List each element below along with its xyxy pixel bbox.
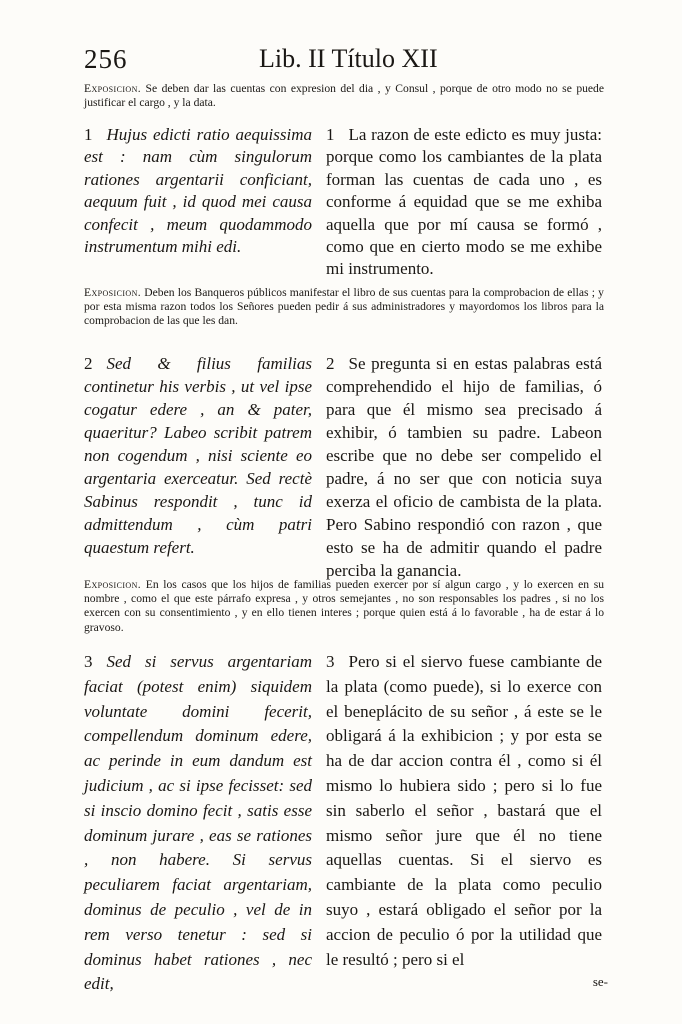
running-title: Lib. II Título XII	[259, 44, 438, 73]
catchword: se-	[592, 974, 608, 989]
exposition-text: Deben los Banqueros públicos manifestar el libro de sus cuentas para la comprobacion de ellas ; y por esta misma razon todos los Señores pueden pedir á sus administradores y mayordomos los libros para la comprobacion de las que les dan.	[84, 286, 604, 328]
spanish-paragraph-2	[326, 352, 602, 582]
spanish-text: La razon de este edicto es muy justa: porque como los cambiantes de la plata forman las cuentas de cada uno , es conforme á equidad que se me exhiba aquella que por mí causa se formó , como que en cierto modo se me exhibe mi instrumento.	[326, 125, 602, 279]
spanish-paragraph-3	[326, 650, 602, 972]
running-header	[84, 44, 604, 78]
spanish-text: Se pregunta si en estas palabras está comprehendido el hijo de familias, ó para que él mismo sea precisado á exhibir, ó tambien su padre. Labeon escribe que no debe ser compelido el padre, á no ser que con noticia suya exerza el oficio de cambista de la plata. Pero Sabino respondió con razon , que esto se ha de admitir quando el padre perciba la ganancia.	[326, 354, 602, 580]
exposition-text: Se deben dar las cuentas con expresion del dia , y Consul , porque de otro modo no se puede justificar el cargo , y la data.	[84, 82, 604, 110]
latin-paragraph-3	[84, 650, 312, 997]
paragraph-number: 2	[84, 354, 93, 373]
exposition-2	[84, 286, 604, 329]
spanish-text: Pero si el siervo fuese cambiante de la plata (como puede), si lo exerce con el beneplácito de su señor , á este se le obligará á la exhibicion ; y por esta se ha de dar accion contra él , como si él mismo lo hubiera sido ; pero si lo fue sin saberlo el señor , bastará que el mismo señor jure que él no tiene aquellas cuentas. Si el siervo es cambiante de la plata como peculio suyo , estará obligado el señor por la accion de peculio ó por la utilidad que le resultó ; pero si el	[326, 652, 602, 969]
spanish-paragraph-1	[326, 124, 602, 281]
latin-paragraph-1	[84, 124, 312, 258]
exposition-lead: Exposicion.	[84, 82, 142, 95]
paragraph-number: 2	[326, 354, 335, 373]
exposition-1	[84, 82, 604, 110]
paragraph-number: 3	[326, 652, 335, 671]
exposition-lead: Exposicion.	[84, 578, 142, 591]
latin-text: Sed si servus argentariam faciat (potest enim) siquidem voluntate domini fecerit, compellendum dominum edere, ac perinde in eum dandum est judicium , ac si ipse fecisset: sed si inscio domino fecit , satis esse dominum jurare , eas se rationes , non habere. Si servus peculiarem faciat argentariam, dominus de peculio , vel de in rem verso tenetur : sed si dominus habet rationes , nec edit,	[84, 652, 312, 994]
exposition-lead: Exposicion.	[84, 286, 142, 299]
paragraph-number: 3	[84, 652, 93, 671]
page-number: 256	[84, 44, 128, 74]
paragraph-number: 1	[326, 125, 335, 144]
paragraph-number: 1	[84, 125, 93, 144]
exposition-text: En los casos que los hijos de familias pueden exercer por sí algun cargo , y lo exercen en su nombre , como el que este párrafo expresa , y otros semejantes , no son responsables los padres , si no los exercen con su consentimiento , y en ello tienen interes ; porque quien está á lo favorable , ha de estar á lo gravoso.	[84, 578, 604, 634]
latin-text: Hujus edicti ratio aequissima est : nam cùm singulorum rationes argentarii conficiant, aequum fuit , id quod mei causa confecit , meum quodammodo instrumentum mihi edi.	[84, 125, 312, 257]
exposition-3	[84, 578, 604, 635]
latin-text: Sed & filius familias continetur his verbis , ut vel ipse cogatur edere , an & pater, quaeritur? Labeo scribit patrem non cogendum , nisi sciente eo argentaria exerceatur. Sed rectè Sabinus respondit , tunc id admittendum , cùm patri quaestum refert.	[84, 354, 312, 557]
latin-paragraph-2	[84, 352, 312, 559]
